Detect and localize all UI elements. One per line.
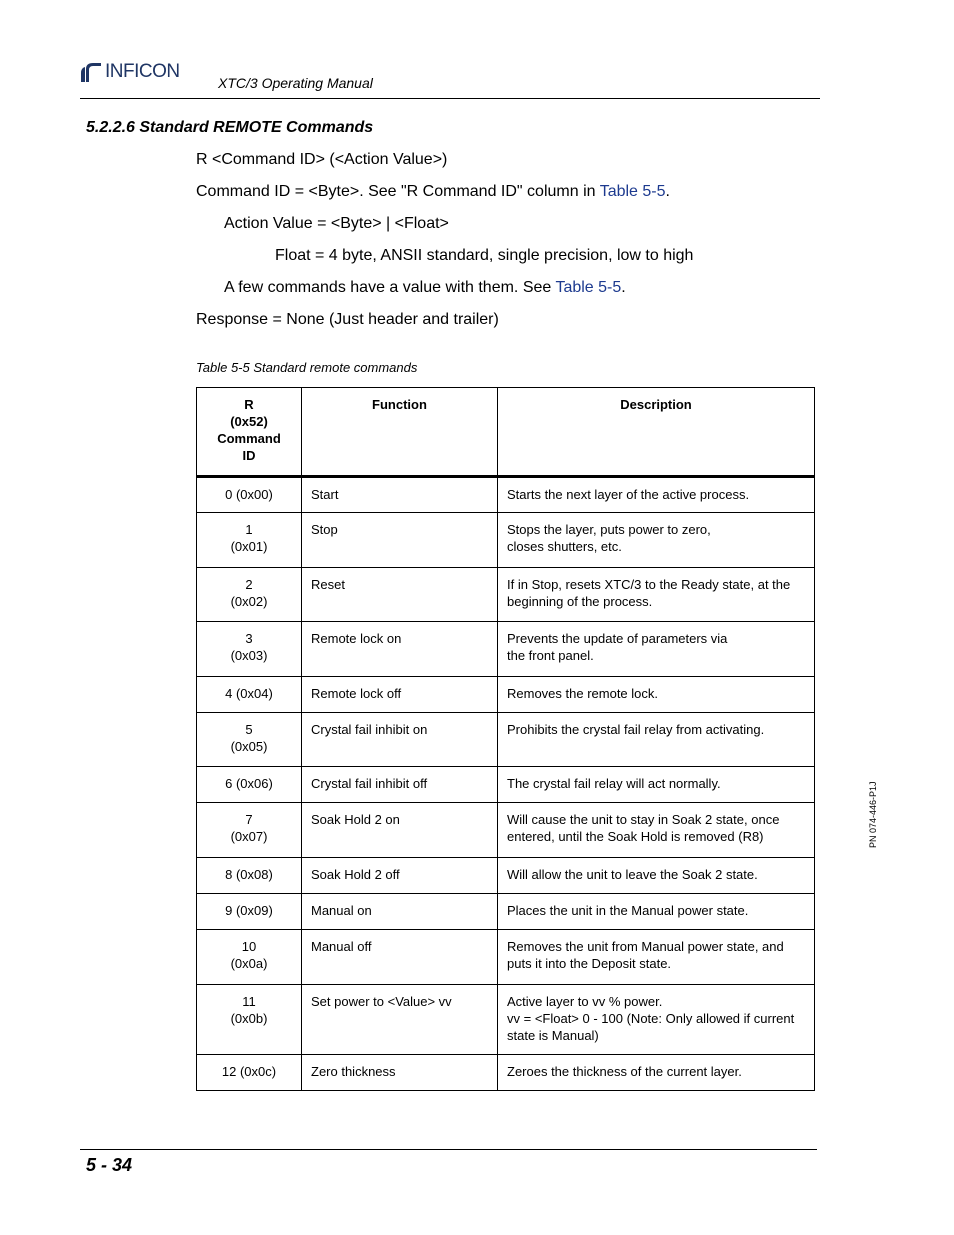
description-cell: Removes the remote lock. bbox=[498, 677, 815, 713]
logo-text: INFICON bbox=[105, 61, 180, 82]
description-cell: Will cause the unit to stay in Soak 2 state, once entered, until the Soak Hold is removed (R8) bbox=[498, 803, 815, 858]
table-row bbox=[197, 803, 815, 858]
function-cell: Set power to <Value> vv bbox=[302, 985, 498, 1055]
header-command-id: R (0x52) Command ID bbox=[197, 388, 302, 477]
response-line: Response = None (Just header and trailer) bbox=[196, 311, 499, 328]
inficon-logo-icon bbox=[80, 61, 102, 83]
footer-rule bbox=[80, 1149, 817, 1150]
id-cell: 4 (0x04) bbox=[197, 677, 302, 713]
table-row bbox=[197, 513, 815, 568]
table-row bbox=[197, 985, 815, 1055]
description-cell: Places the unit in the Manual power state. bbox=[498, 894, 815, 930]
manual-title: XTC/3 Operating Manual bbox=[218, 75, 373, 91]
function-cell: Remote lock on bbox=[302, 622, 498, 677]
period: . bbox=[665, 183, 670, 200]
table-row bbox=[197, 622, 815, 677]
function-cell: Zero thickness bbox=[302, 1055, 498, 1091]
id-cell: 12 (0x0c) bbox=[197, 1055, 302, 1091]
function-cell: Soak Hold 2 on bbox=[302, 803, 498, 858]
header-description: Description bbox=[498, 388, 815, 477]
standard-remote-commands-table bbox=[196, 387, 815, 1091]
inficon-logo bbox=[80, 60, 180, 84]
table-row bbox=[197, 767, 815, 803]
table-row bbox=[197, 858, 815, 894]
description-cell: Active layer to vv % power. vv = <Float> 0 - 100 (Note: Only allowed if current state is Manual) bbox=[498, 985, 815, 1055]
table-row bbox=[197, 477, 815, 513]
id-cell: 8 (0x08) bbox=[197, 858, 302, 894]
description-cell: Stops the layer, puts power to zero, closes shutters, etc. bbox=[498, 513, 815, 568]
id-cell: 1 (0x01) bbox=[197, 513, 302, 568]
id-cell: 7 (0x07) bbox=[197, 803, 302, 858]
description-cell: The crystal fail relay will act normally. bbox=[498, 767, 815, 803]
id-cell: 10 (0x0a) bbox=[197, 930, 302, 985]
id-cell: 2 (0x02) bbox=[197, 568, 302, 622]
table-row bbox=[197, 1055, 815, 1091]
id-cell: 6 (0x06) bbox=[197, 767, 302, 803]
table-row bbox=[197, 894, 815, 930]
id-cell: 3 (0x03) bbox=[197, 622, 302, 677]
table-row bbox=[197, 713, 815, 767]
id-cell: 5 (0x05) bbox=[197, 713, 302, 767]
section-heading: 5.2.2.6 Standard REMOTE Commands bbox=[86, 119, 374, 136]
period: . bbox=[621, 279, 626, 296]
table-row bbox=[197, 568, 815, 622]
function-cell: Manual off bbox=[302, 930, 498, 985]
command-id-line bbox=[196, 183, 670, 201]
header-function: Function bbox=[302, 388, 498, 477]
page-number: 5 - 34 bbox=[86, 1155, 133, 1175]
description-cell: Will allow the unit to leave the Soak 2 state. bbox=[498, 858, 815, 894]
table-caption: Table 5-5 Standard remote commands bbox=[196, 360, 418, 375]
header-rule bbox=[80, 98, 820, 99]
description-cell: Zeroes the thickness of the current layer. bbox=[498, 1055, 815, 1091]
value-note-line bbox=[224, 279, 626, 297]
description-cell: Prevents the update of parameters via the front panel. bbox=[498, 622, 815, 677]
id-cell: 11 (0x0b) bbox=[197, 985, 302, 1055]
float-line: Float = 4 byte, ANSII standard, single precision, low to high bbox=[275, 247, 694, 264]
function-cell: Crystal fail inhibit on bbox=[302, 713, 498, 767]
function-cell: Stop bbox=[302, 513, 498, 568]
description-cell: Starts the next layer of the active process. bbox=[498, 477, 815, 513]
table-5-5-link-2[interactable]: Table 5-5 bbox=[555, 279, 622, 296]
id-cell: 9 (0x09) bbox=[197, 894, 302, 930]
description-cell: Prohibits the crystal fail relay from activating. bbox=[498, 713, 815, 767]
function-cell: Reset bbox=[302, 568, 498, 622]
description-cell: Removes the unit from Manual power state, and puts it into the Deposit state. bbox=[498, 930, 815, 985]
function-cell: Manual on bbox=[302, 894, 498, 930]
function-cell: Start bbox=[302, 477, 498, 513]
table-header-row bbox=[197, 388, 815, 477]
table-row bbox=[197, 930, 815, 985]
function-cell: Crystal fail inhibit off bbox=[302, 767, 498, 803]
function-cell: Soak Hold 2 off bbox=[302, 858, 498, 894]
description-cell: If in Stop, resets XTC/3 to the Ready state, at the beginning of the process. bbox=[498, 568, 815, 622]
action-value-line: Action Value = <Byte> | <Float> bbox=[224, 215, 449, 232]
function-cell: Remote lock off bbox=[302, 677, 498, 713]
table-row bbox=[197, 677, 815, 713]
part-number: PN 074-446-P1J bbox=[868, 781, 878, 848]
value-note-text: A few commands have a value with them. See bbox=[224, 279, 556, 296]
table-5-5-link[interactable]: Table 5-5 bbox=[599, 183, 666, 200]
syntax-line: R <Command ID> (<Action Value>) bbox=[196, 151, 448, 168]
id-cell: 0 (0x00) bbox=[197, 477, 302, 513]
command-id-text: Command ID = <Byte>. See "R Command ID" column in bbox=[196, 183, 600, 200]
